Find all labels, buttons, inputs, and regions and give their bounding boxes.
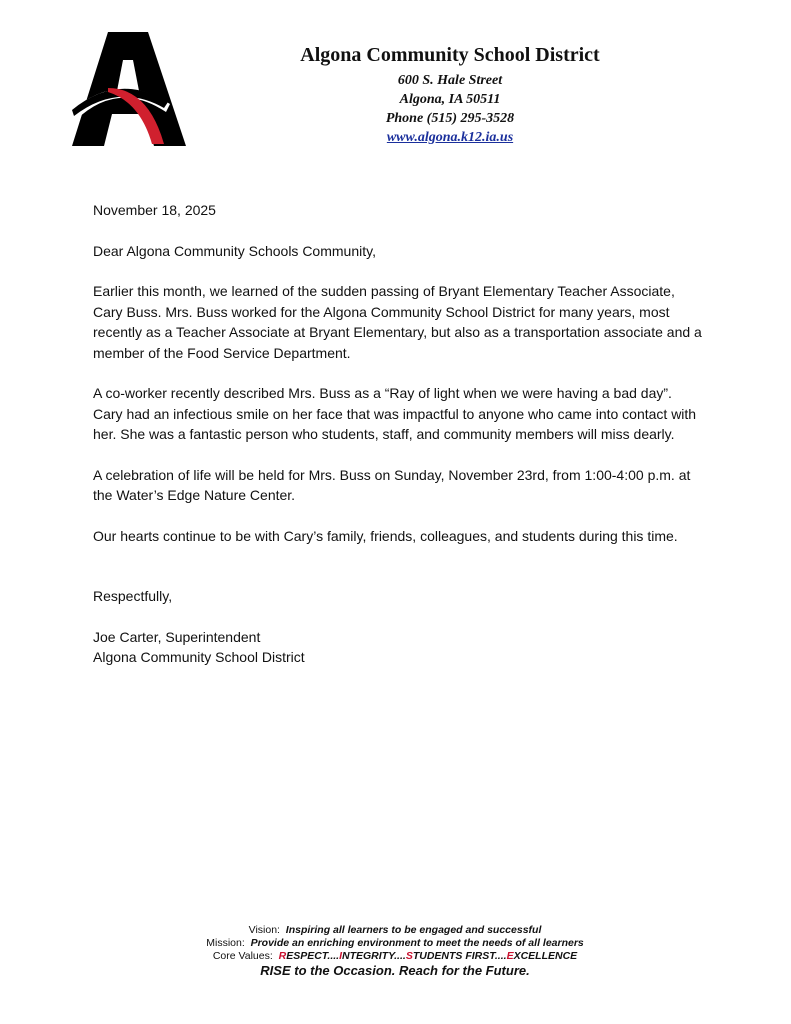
paragraph: A co-worker recently described Mrs. Buss as a “Ray of light when we were having a bad day”. Cary had an infectious smile on her face that was impactful to anyone who came into contact with her. She was a fantastic person who students, staff, and community members will miss dearly. [93, 385, 697, 442]
salutation: Dear Algona Community Schools Community, [93, 242, 376, 259]
mission-text: Provide an enriching environment to meet the needs of all learners [250, 937, 584, 949]
vision-line [150, 924, 640, 937]
mission-line [150, 937, 640, 950]
core-value-initial: S [405, 950, 413, 962]
closing: Respectfully, [93, 588, 173, 604]
core-value-initial: R [278, 950, 287, 962]
letter-body [93, 200, 705, 668]
vision-label: Vision: [248, 924, 280, 936]
signer-organization: Algona Community School District [93, 649, 305, 665]
paragraph: Earlier this month, we learned of the sudden passing of Bryant Elementary Teacher Associate, Cary Buss. Mrs. Buss worked for the Algona Community School District for many years, most recently as a Teacher Associate at Bryant Elementary, but also as a transportation associate and a member of the Food Service Department. [93, 283, 702, 361]
street-address: 600 S. Hale Street [397, 73, 503, 88]
letterhead [270, 44, 630, 147]
district-logo-a [68, 30, 190, 150]
vision-text: Inspiring all learners to be engaged and successful [285, 924, 542, 936]
website-link[interactable]: www.algona.k12.ia.us [386, 130, 514, 145]
signer-name: Joe Carter, Superintendent [93, 628, 261, 645]
phone-number: Phone (515) 295-3528 [385, 111, 515, 126]
core-value-rest: XCELLENCE [513, 950, 578, 962]
signature-block [93, 627, 705, 668]
mission-label: Mission: [206, 937, 245, 949]
separator: .... [327, 950, 340, 962]
core-values-label: Core Values: [212, 950, 273, 962]
paragraph: A celebration of life will be held for Mrs. Buss on Sunday, November 23rd, from 1:00-4:00 p.m. at the Water’s Edge Nature Center. [93, 466, 691, 503]
core-value-rest: ESPECT [286, 950, 328, 962]
separator: .... [494, 950, 507, 962]
paragraph: Our hearts continue to be with Cary’s family, friends, colleagues, and students during this time. [93, 527, 678, 544]
slogan: RISE to the Occasion. Reach for the Future. [260, 963, 530, 978]
core-values-line [150, 950, 640, 963]
letter-date: November 18, 2025 [93, 202, 216, 218]
district-name: Algona Community School District [300, 44, 600, 66]
city-state-zip: Algona, IA 50511 [399, 92, 501, 107]
core-value-rest: TUDENTS FIRST [412, 950, 495, 962]
core-value-initial: E [506, 950, 514, 962]
separator: .... [394, 950, 406, 962]
core-value-initial: I [339, 950, 343, 962]
footer [150, 924, 640, 979]
core-value-rest: NTEGRITY [342, 950, 395, 962]
